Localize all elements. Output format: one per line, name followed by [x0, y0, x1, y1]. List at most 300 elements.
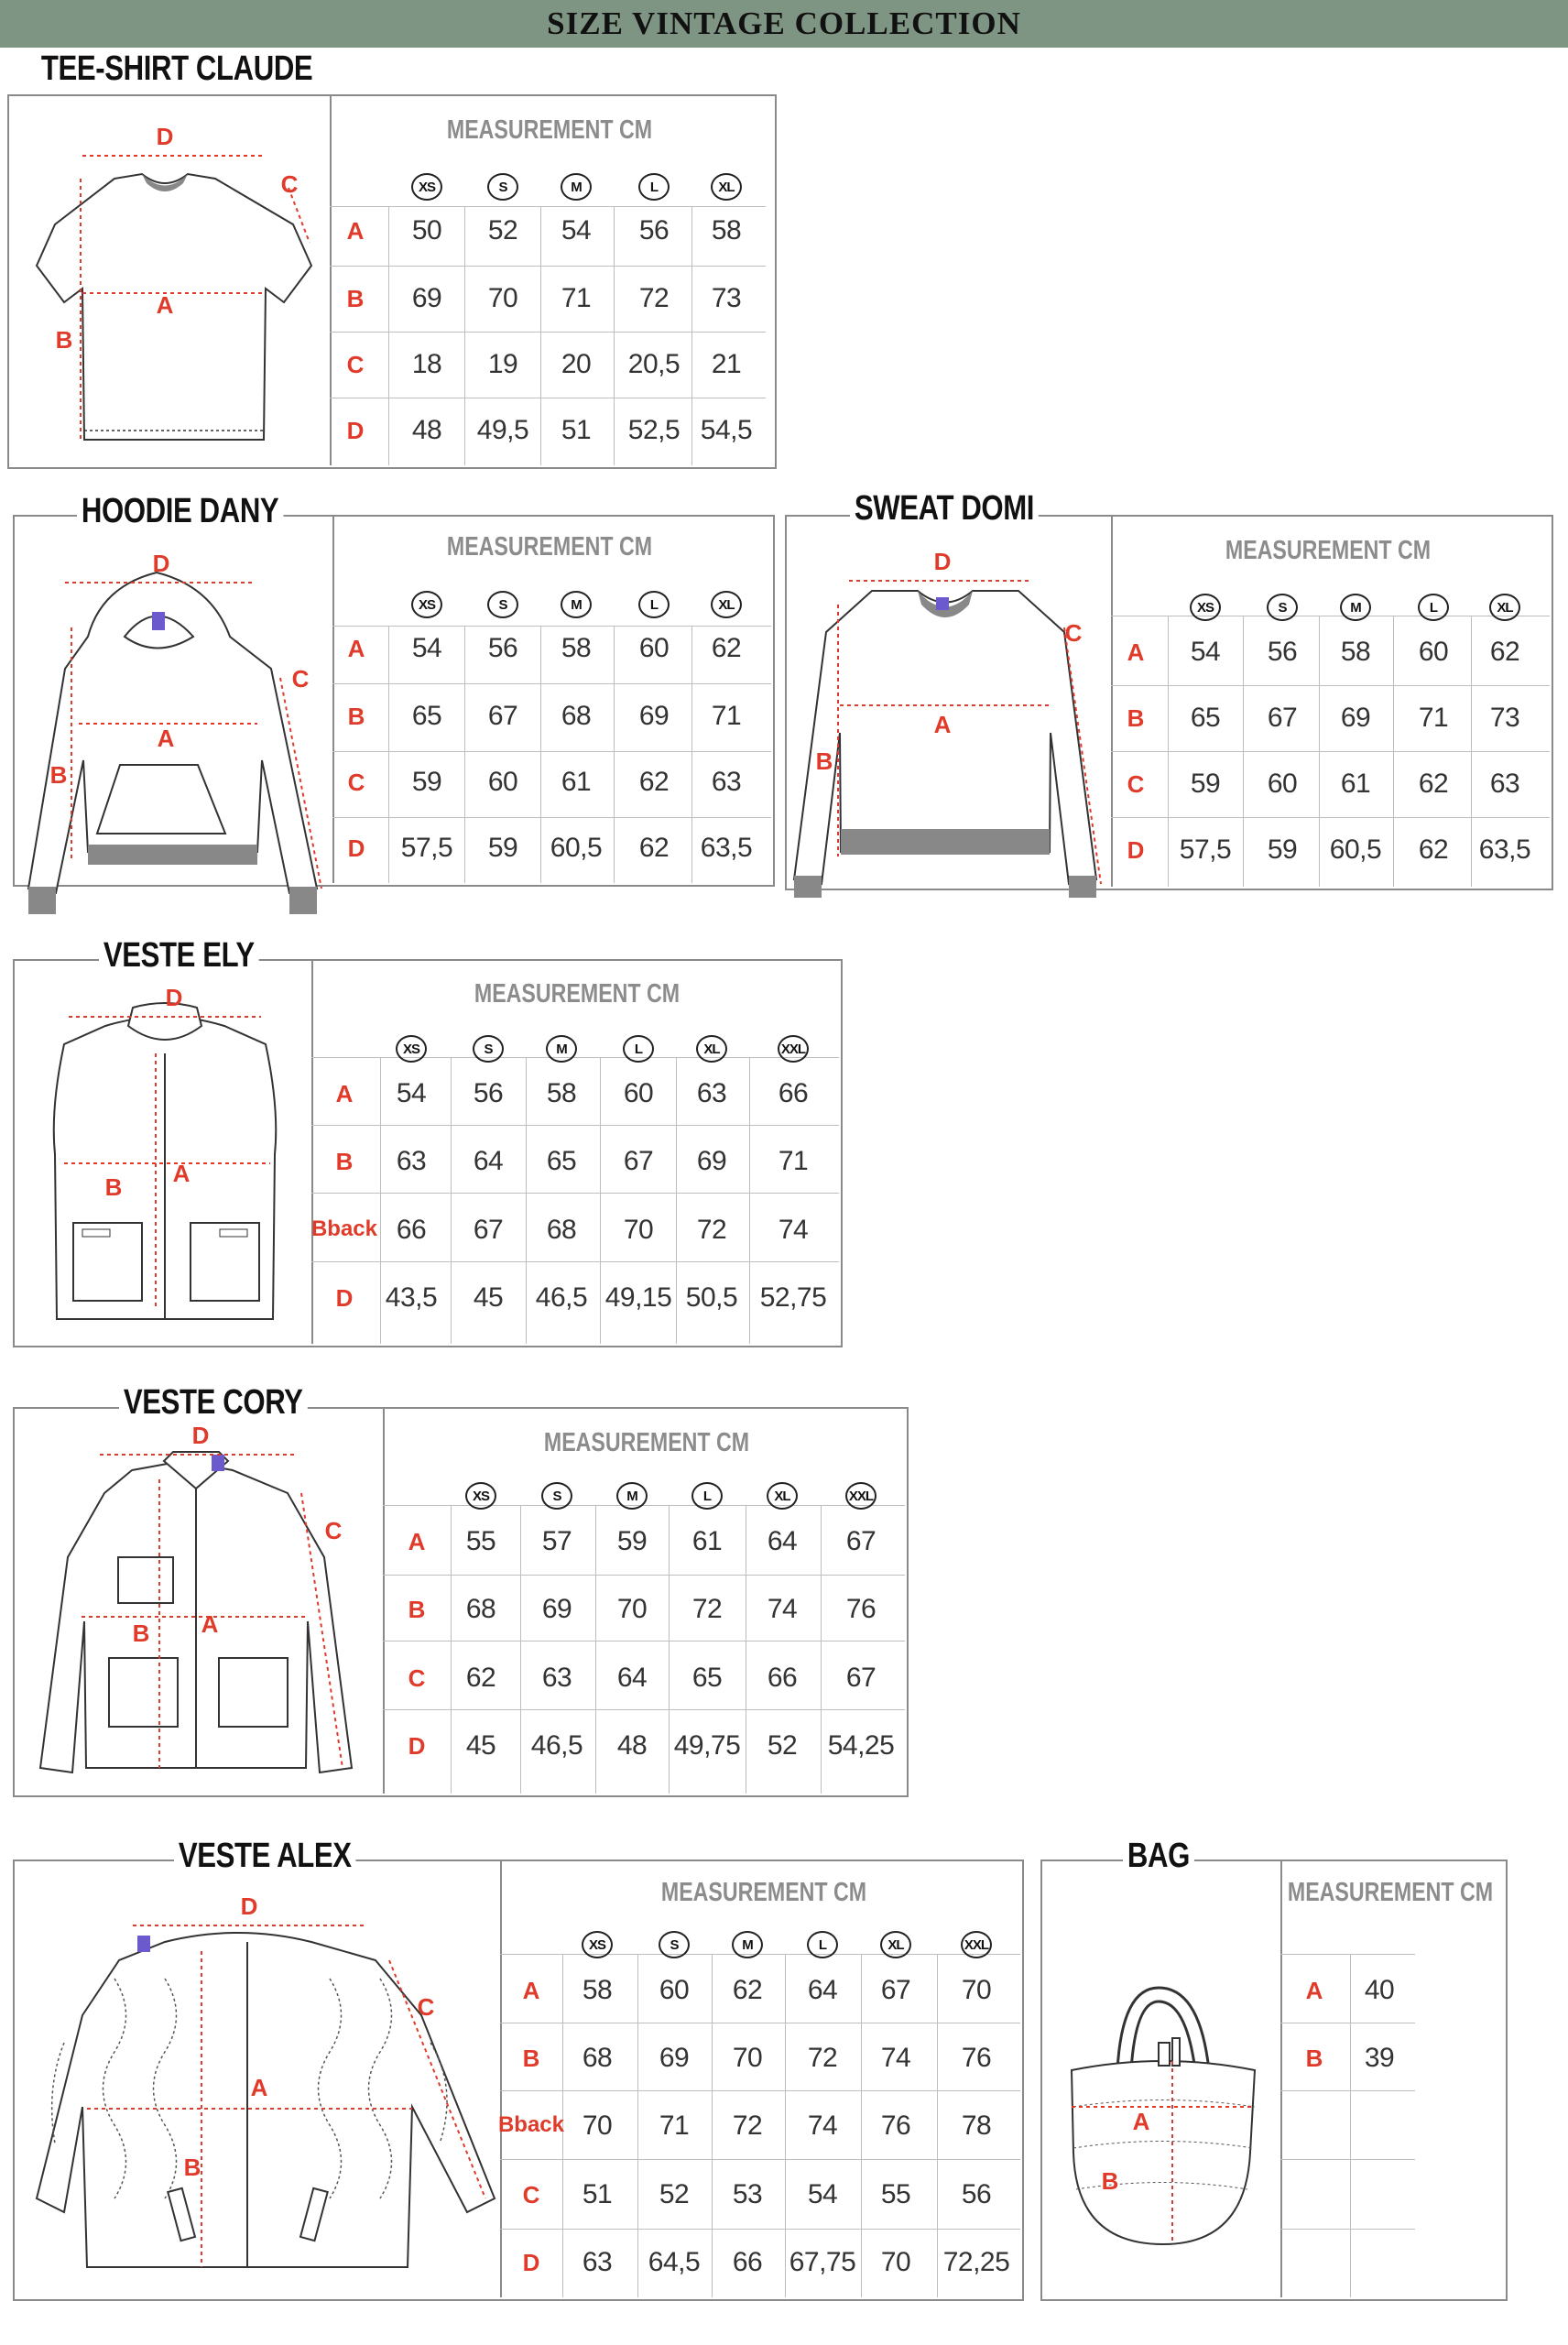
size-xs-label	[411, 173, 442, 199]
measure-label-b: B	[55, 326, 73, 354]
row-label-b: B	[522, 2045, 540, 2072]
measure-label-a: A	[201, 1610, 219, 1638]
table-rule	[311, 1193, 839, 1194]
size-value-cell: 59	[1267, 834, 1298, 865]
size-value-cell: 18	[411, 349, 442, 379]
row-label-c: C	[347, 769, 365, 796]
size-value-cell: 63,5	[700, 833, 753, 863]
size-pill: L	[623, 1035, 654, 1063]
size-s-label	[487, 173, 518, 199]
size-value-cell: 70	[880, 2247, 911, 2277]
size-value-cell: 71	[1418, 703, 1449, 733]
size-xl-label	[1489, 594, 1520, 619]
tote-bag-icon	[1053, 1969, 1273, 2281]
size-xl-label	[880, 1931, 911, 1957]
size-value-cell: 51	[582, 2179, 613, 2209]
row-label-c: C	[1127, 770, 1145, 798]
size-value-cell: 54,5	[700, 415, 753, 445]
size-value-cell: 54	[561, 215, 592, 245]
size-value-cell: 45	[473, 1282, 504, 1313]
table-rule	[311, 1125, 839, 1126]
row-label-a: A	[347, 635, 365, 662]
size-l-label	[638, 173, 670, 199]
size-value-cell: 72	[807, 2043, 838, 2073]
size-pill: XXL	[961, 1931, 992, 1958]
size-pill: S	[473, 1035, 504, 1063]
size-value-cell: 68	[546, 1215, 577, 1245]
size-value-cell: 70	[582, 2110, 613, 2141]
measure-label-a: A	[156, 291, 174, 319]
size-value-cell: 71	[778, 1146, 809, 1176]
table-rule	[1280, 2159, 1415, 2160]
size-value-cell: 69	[411, 283, 442, 313]
measure-label-d: D	[152, 550, 170, 577]
table-rule	[332, 751, 771, 752]
size-value-cell: 43,5	[385, 1282, 438, 1313]
cory-title: VESTE CORY	[119, 1383, 307, 1423]
measure-label-b: B	[183, 2154, 201, 2181]
size-value-cell: 68	[582, 2043, 613, 2073]
sweat-title: SWEAT DOMI	[850, 489, 1039, 529]
size-value-cell: 62	[1418, 769, 1449, 799]
size-pill: XS	[582, 1931, 613, 1958]
size-pill: XXL	[778, 1035, 809, 1063]
size-value-cell: 73	[1489, 703, 1520, 733]
size-m-label	[546, 1035, 577, 1061]
size-value-cell: 74	[880, 2043, 911, 2073]
size-value-cell: 70	[961, 1975, 992, 2005]
size-value-cell: 55	[465, 1526, 496, 1556]
size-value-cell: 62	[1418, 834, 1449, 865]
size-xl-label	[711, 591, 742, 616]
size-s-label	[1267, 594, 1298, 619]
size-value-cell: 64	[616, 1663, 648, 1693]
size-value-cell: 54	[807, 2179, 838, 2209]
size-value-cell: 53	[732, 2179, 763, 2209]
size-pill: XS	[396, 1035, 427, 1063]
size-value-cell: 60	[1418, 637, 1449, 667]
size-m-label	[732, 1931, 763, 1957]
row-label-d: D	[346, 417, 365, 444]
size-value-cell: 67	[473, 1215, 504, 1245]
row-label-a: A	[522, 1977, 540, 2004]
size-value-cell: 56	[961, 2179, 992, 2209]
row-label-b: B	[346, 285, 365, 312]
size-pill: M	[561, 173, 592, 201]
size-value-cell: 65	[691, 1663, 723, 1693]
size-value-cell: 52,5	[627, 415, 681, 445]
table-rule	[330, 266, 766, 267]
measure-label-c: C	[417, 1993, 435, 2021]
quilted-jacket-icon	[27, 1892, 504, 2285]
table-rule	[1280, 2090, 1415, 2091]
row-label-b: B	[408, 1596, 426, 1623]
tee-title: TEE-SHIRT CLAUDE	[37, 49, 317, 89]
measure-label-a: A	[172, 1160, 191, 1187]
size-xl-label	[696, 1035, 727, 1061]
size-value-cell: 58	[546, 1078, 577, 1108]
size-value-cell: 59	[411, 767, 442, 797]
panel-divider	[332, 515, 334, 883]
size-pill: S	[541, 1482, 572, 1510]
measurement-header: MEASUREMENT CM	[446, 115, 653, 145]
size-pill: M	[546, 1035, 577, 1063]
size-pill: M	[1340, 594, 1371, 621]
size-xs-label	[411, 591, 442, 616]
row-label-d: D	[522, 2249, 540, 2276]
size-value-cell: 60	[659, 1975, 690, 2005]
sweatshirt-icon	[789, 550, 1105, 907]
size-xs-label	[1190, 594, 1221, 619]
size-pill: L	[691, 1482, 723, 1510]
size-pill: XL	[1489, 594, 1520, 621]
measurement-header: MEASUREMENT CM	[660, 1878, 867, 1907]
size-value-cell: 62	[638, 833, 670, 863]
row-label-b: B	[347, 703, 365, 730]
size-value-cell: 52,75	[759, 1282, 827, 1313]
measure-label-d: D	[240, 1892, 258, 1920]
size-value-cell: 51	[561, 415, 592, 445]
size-value-cell: 74	[807, 2110, 838, 2141]
size-value-cell: 58	[561, 633, 592, 663]
size-value-cell: 63	[1489, 769, 1520, 799]
size-value-cell: 54,25	[827, 1730, 895, 1761]
row-label-d: D	[1127, 836, 1145, 864]
size-value-cell: 71	[711, 701, 742, 731]
size-l-label	[638, 591, 670, 616]
size-value-cell: 56	[487, 633, 518, 663]
row-label-a: A	[1305, 1977, 1323, 2004]
size-pill: XL	[711, 591, 742, 618]
size-value-cell: 62	[732, 1975, 763, 2005]
size-xs-label	[396, 1035, 427, 1061]
collection-banner: SIZE VINTAGE COLLECTION	[0, 0, 1568, 48]
size-pill: XS	[411, 591, 442, 618]
size-value-cell: 49,5	[476, 415, 529, 445]
table-rule	[332, 817, 771, 818]
size-value-cell: 60	[623, 1078, 654, 1108]
size-value-cell: 56	[473, 1078, 504, 1108]
size-value-cell: 55	[880, 2179, 911, 2209]
measure-label-c: C	[291, 665, 310, 693]
size-m-label	[561, 591, 592, 616]
size-value-cell: 57,5	[400, 833, 453, 863]
size-value-cell: 63	[696, 1078, 727, 1108]
size-value-cell: 72	[638, 283, 670, 313]
jacket-icon	[22, 1422, 384, 1786]
size-value-cell: 70	[487, 283, 518, 313]
size-pill: S	[487, 173, 518, 201]
size-value-cell: 69	[659, 2043, 690, 2073]
size-value-cell: 60,5	[1329, 834, 1382, 865]
measurement-header: MEASUREMENT CM	[543, 1428, 750, 1457]
size-s-label	[487, 591, 518, 616]
size-value-cell: 71	[659, 2110, 690, 2141]
size-s-label	[473, 1035, 504, 1061]
size-l-label	[1418, 594, 1449, 619]
measure-label-b: B	[1101, 2167, 1119, 2195]
size-value-cell: 64,5	[648, 2247, 701, 2277]
size-value-cell: 65	[1190, 703, 1221, 733]
size-pill: XL	[880, 1931, 911, 1958]
size-value-cell: 62	[638, 767, 670, 797]
size-s-label	[659, 1931, 690, 1957]
size-pill: S	[487, 591, 518, 618]
size-pill: M	[561, 591, 592, 618]
size-l-label	[691, 1482, 723, 1508]
size-value-cell: 67	[845, 1663, 877, 1693]
size-value-cell: 70	[616, 1594, 648, 1624]
size-value-cell: 69	[1340, 703, 1371, 733]
measure-label-b: B	[49, 761, 68, 789]
size-pill: S	[1267, 594, 1298, 621]
size-pill: XS	[1190, 594, 1221, 621]
measure-label-a: A	[1132, 2108, 1150, 2135]
bag-title: BAG	[1123, 1837, 1194, 1876]
size-xxl-label	[845, 1482, 877, 1508]
size-value-cell: 54	[411, 633, 442, 663]
size-value-cell: 69	[541, 1594, 572, 1624]
size-value-cell: 59	[616, 1526, 648, 1556]
row-label-a: A	[335, 1080, 354, 1107]
row-label-c: C	[346, 351, 365, 378]
size-value-cell: 63,5	[1478, 834, 1531, 865]
row-label-a: A	[346, 217, 365, 245]
size-value-cell: 60,5	[550, 833, 603, 863]
size-value-cell: 62	[465, 1663, 496, 1693]
row-label-b: B	[1305, 2045, 1323, 2072]
size-value-cell: 74	[767, 1594, 798, 1624]
size-value-cell: 59	[1190, 769, 1221, 799]
size-value-cell: 63	[582, 2247, 613, 2277]
size-value-cell: 76	[880, 2110, 911, 2141]
size-value-cell: 60	[1267, 769, 1298, 799]
size-value-cell: 59	[487, 833, 518, 863]
row-label-text: Bback	[310, 1216, 378, 1241]
size-pill: L	[638, 591, 670, 618]
measure-label-b: B	[132, 1620, 150, 1647]
size-value-cell: 63	[711, 767, 742, 797]
size-l-label	[623, 1035, 654, 1061]
size-value-cell: 67	[623, 1146, 654, 1176]
size-value-cell: 67	[845, 1526, 877, 1556]
measurement-header: MEASUREMENT CM	[446, 532, 653, 562]
size-value-cell: 45	[465, 1730, 496, 1761]
size-value-cell: 64	[807, 1975, 838, 2005]
size-value-cell: 56	[638, 215, 670, 245]
alex-title: VESTE ALEX	[174, 1837, 356, 1876]
tee-shirt-icon	[18, 123, 321, 458]
size-value-cell: 72	[732, 2110, 763, 2141]
table-rule	[332, 683, 771, 684]
panel-divider	[1111, 515, 1113, 887]
row-label-a: A	[408, 1528, 426, 1555]
size-pill: XL	[711, 173, 742, 201]
row-label-d: D	[408, 1732, 426, 1760]
size-value-cell: 46,5	[530, 1730, 583, 1761]
size-m-label	[561, 173, 592, 199]
size-xs-label	[582, 1931, 613, 1957]
size-value-cell: 72,25	[942, 2247, 1010, 2277]
size-value-cell: 62	[711, 633, 742, 663]
size-m-label	[1340, 594, 1371, 619]
size-pill: S	[659, 1931, 690, 1958]
size-value-cell: 20	[561, 349, 592, 379]
size-l-label	[807, 1931, 838, 1957]
row-label-c: C	[408, 1664, 426, 1692]
size-value-cell: 58	[582, 1975, 613, 2005]
size-xxl-label	[778, 1035, 809, 1061]
size-value-cell: 72	[696, 1215, 727, 1245]
size-value-cell: 57,5	[1179, 834, 1232, 865]
table-rule	[383, 1709, 905, 1710]
panel-divider	[330, 94, 332, 465]
size-value-cell: 68	[561, 701, 592, 731]
size-xl-label	[711, 173, 742, 199]
measure-label-c: C	[280, 170, 299, 198]
size-value-cell: 19	[487, 349, 518, 379]
ely-title: VESTE ELY	[99, 936, 259, 976]
size-value-cell: 78	[961, 2110, 992, 2141]
table-rule	[500, 2090, 1020, 2091]
size-value-cell: 66	[778, 1078, 809, 1108]
size-value-cell: 52	[767, 1730, 798, 1761]
size-value-cell: 54	[1190, 637, 1221, 667]
size-m-label	[616, 1482, 648, 1508]
size-s-label	[541, 1482, 572, 1508]
size-value-cell: 61	[561, 767, 592, 797]
size-value-cell: 70	[623, 1215, 654, 1245]
size-value-cell: 40	[1364, 1975, 1395, 2005]
row-label-a: A	[1127, 638, 1145, 666]
table-rule	[383, 1575, 905, 1576]
size-value-cell: 50,5	[685, 1282, 738, 1313]
size-pill: L	[807, 1931, 838, 1958]
size-value-cell: 58	[711, 215, 742, 245]
table-rule	[330, 206, 766, 207]
size-value-cell: 48	[616, 1730, 648, 1761]
measure-label-a: A	[157, 725, 175, 752]
size-value-cell: 73	[711, 283, 742, 313]
size-value-cell: 63	[541, 1663, 572, 1693]
measure-label-b: B	[815, 747, 833, 775]
measure-label-c: C	[1064, 619, 1083, 647]
measurement-header: MEASUREMENT CM	[474, 979, 681, 1009]
size-value-cell: 72	[691, 1594, 723, 1624]
table-rule	[383, 1641, 905, 1642]
size-value-cell: 50	[411, 215, 442, 245]
size-value-cell: 71	[561, 283, 592, 313]
size-value-cell: 60	[638, 633, 670, 663]
size-value-cell: 64	[767, 1526, 798, 1556]
measure-label-d: D	[933, 548, 952, 575]
size-value-cell: 52	[487, 215, 518, 245]
measurement-header: MEASUREMENT CM	[1225, 536, 1432, 565]
size-pill: M	[616, 1482, 648, 1510]
measure-label-d: D	[165, 984, 183, 1011]
size-value-cell: 60	[487, 767, 518, 797]
table-rule	[1111, 751, 1550, 752]
row-label-c: C	[522, 2181, 540, 2209]
size-pill: XS	[411, 173, 442, 201]
size-value-cell: 74	[778, 1215, 809, 1245]
hoodie-icon	[15, 550, 331, 916]
size-value-cell: 67	[1267, 703, 1298, 733]
size-pill: XS	[465, 1482, 496, 1510]
table-rule	[1111, 817, 1550, 818]
size-value-cell: 67,75	[789, 2247, 856, 2277]
size-value-cell: 54	[396, 1078, 427, 1108]
table-rule	[500, 2229, 1020, 2230]
table-rule	[1111, 685, 1550, 686]
size-value-cell: 66	[732, 2247, 763, 2277]
size-value-cell: 21	[711, 349, 742, 379]
size-value-cell: 57	[541, 1526, 572, 1556]
size-value-cell: 65	[411, 701, 442, 731]
size-value-cell: 69	[638, 701, 670, 731]
size-value-cell: 49,75	[673, 1730, 741, 1761]
size-value-cell: 68	[465, 1594, 496, 1624]
size-value-cell: 69	[696, 1146, 727, 1176]
measurement-header: MEASUREMENT CM	[1287, 1878, 1494, 1907]
size-pill: L	[1418, 594, 1449, 621]
size-value-cell: 61	[1340, 769, 1371, 799]
measure-label-d: D	[191, 1422, 210, 1449]
measure-label-a: A	[933, 711, 952, 738]
size-value-cell: 66	[396, 1215, 427, 1245]
table-rule	[1280, 2229, 1415, 2230]
size-value-cell: 58	[1340, 637, 1371, 667]
size-value-cell: 39	[1364, 2043, 1395, 2073]
size-value-cell: 66	[767, 1663, 798, 1693]
size-value-cell: 76	[961, 2043, 992, 2073]
measure-label-d: D	[156, 123, 174, 150]
size-pill: L	[638, 173, 670, 201]
size-value-cell: 20,5	[627, 349, 681, 379]
measure-label-c: C	[324, 1517, 343, 1544]
size-xxl-label	[961, 1931, 992, 1957]
size-value-cell: 46,5	[535, 1282, 588, 1313]
size-pill: XXL	[845, 1482, 877, 1510]
row-label-d: D	[335, 1284, 354, 1312]
size-value-cell: 48	[411, 415, 442, 445]
size-value-cell: 67	[487, 701, 518, 731]
size-value-cell: 56	[1267, 637, 1298, 667]
table-rule	[330, 332, 766, 333]
size-value-cell: 52	[659, 2179, 690, 2209]
size-value-cell: 76	[845, 1594, 877, 1624]
row-label-b: B	[335, 1148, 354, 1175]
row-label-text: Bback	[497, 2112, 565, 2137]
size-xl-label	[767, 1482, 798, 1508]
size-pill: M	[732, 1931, 763, 1958]
size-value-cell: 64	[473, 1146, 504, 1176]
table-rule	[332, 626, 771, 627]
size-pill: XL	[767, 1482, 798, 1510]
table-rule	[1280, 1954, 1415, 1955]
size-value-cell: 65	[546, 1146, 577, 1176]
size-value-cell: 49,15	[604, 1282, 672, 1313]
size-value-cell: 61	[691, 1526, 723, 1556]
measure-label-b: B	[104, 1173, 123, 1201]
measure-label-a: A	[250, 2074, 268, 2101]
size-value-cell: 70	[732, 2043, 763, 2073]
table-rule	[311, 1261, 839, 1262]
row-label-b: B	[1127, 704, 1145, 732]
size-pill: XL	[696, 1035, 727, 1063]
hoodie-title: HOODIE DANY	[77, 492, 283, 531]
panel-divider	[1280, 1860, 1282, 2297]
